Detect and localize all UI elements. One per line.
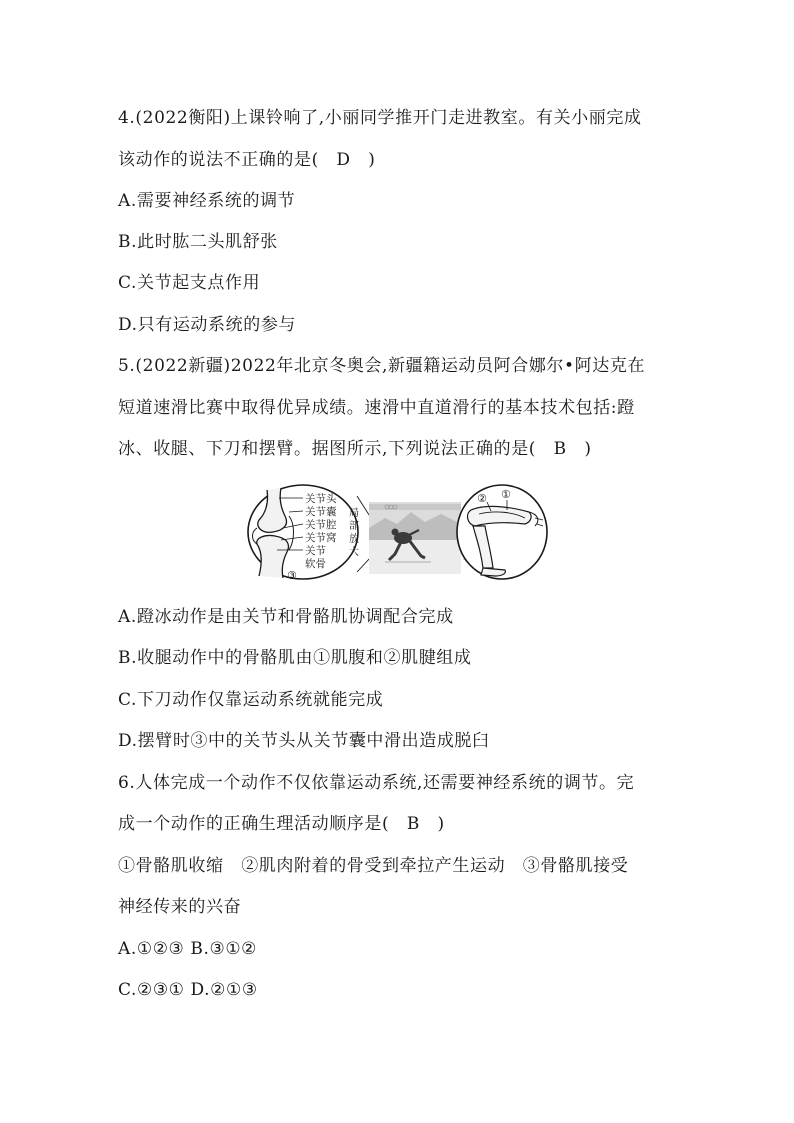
muscle-marker-1: ①	[501, 488, 511, 501]
q6-stem-line-2: 成一个动作的正确生理活动顺序是( B )	[118, 814, 445, 834]
joint-label-cavity: 关节腔	[305, 519, 337, 531]
muscle-marker-2: ②	[477, 492, 487, 505]
joint-zoom-circle	[248, 485, 358, 582]
q5-stem-line-3: 冰、收腿、下刀和摆臂。据图所示,下列说法正确的是( B )	[118, 439, 592, 459]
skater-photo	[369, 502, 461, 574]
skating-figure	[245, 480, 550, 582]
joint-label-head: 关节头	[305, 493, 337, 505]
q6-stem-line-4: 神经传来的兴奋	[118, 897, 242, 917]
q4-option-a: A.需要神经系统的调节	[118, 191, 296, 211]
skating-figure-svg	[245, 480, 550, 582]
q5-option-c: C.下刀动作仅靠运动系统就能完成	[118, 690, 384, 710]
q5-option-b: B.收腿动作中的骨骼肌由①肌腹和②肌腱组成	[118, 648, 472, 668]
joint-label-cartilage-1: 关节	[305, 545, 326, 557]
q5-option-a: A.蹬冰动作是由关节和骨骼肌协调配合完成	[118, 607, 454, 627]
q4-option-d: D.只有运动系统的参与	[118, 315, 297, 335]
joint-label-socket: 关节窝	[305, 532, 337, 544]
joint-label-cartilage-2: 软骨	[305, 558, 326, 570]
left-zoom-char-2: 部	[349, 521, 359, 532]
joint-marker-3: ③	[287, 569, 297, 582]
leg-zoom-circle	[457, 485, 547, 579]
left-zoom-char-4: 大	[349, 547, 359, 558]
left-zoom-char-3: 放	[349, 534, 359, 545]
q6-stem-line-1: 6.人体完成一个动作不仅依靠运动系统,还需要神经系统的调节。完	[118, 773, 635, 793]
q4-option-c: C.关节起支点作用	[118, 273, 261, 293]
q4-stem-line-2: 该动作的说法不正确的是( D )	[118, 150, 376, 170]
left-zoom-char-1: 局	[349, 508, 359, 519]
q5-stem-line-2: 短道速滑比赛中取得优异成绩。速滑中直道滑行的基本技术包括:蹬	[118, 398, 635, 418]
q5-stem-line-1: 5.(2022新疆)2022年北京冬奥会,新疆籍运动员阿合娜尔•阿达克在	[118, 356, 646, 376]
q4-option-b: B.此时肱二头肌舒张	[118, 232, 278, 252]
q6-stem-line-3: ①骨骼肌收缩 ②肌肉附着的骨受到牵拉产生运动 ③骨骼肌接受	[118, 856, 629, 876]
joint-label-capsule: 关节囊	[305, 506, 337, 518]
q4-stem-line-1: 4.(2022衡阳)上课铃响了,小丽同学推开门走进教室。有关小丽完成	[118, 108, 642, 128]
q5-option-d: D.摆臂时③中的关节头从关节囊中滑出造成脱臼	[118, 731, 490, 751]
q6-option-ab: A.①②③ B.③①②	[118, 939, 258, 959]
q6-option-cd: C.②③① D.②①③	[118, 980, 258, 1000]
